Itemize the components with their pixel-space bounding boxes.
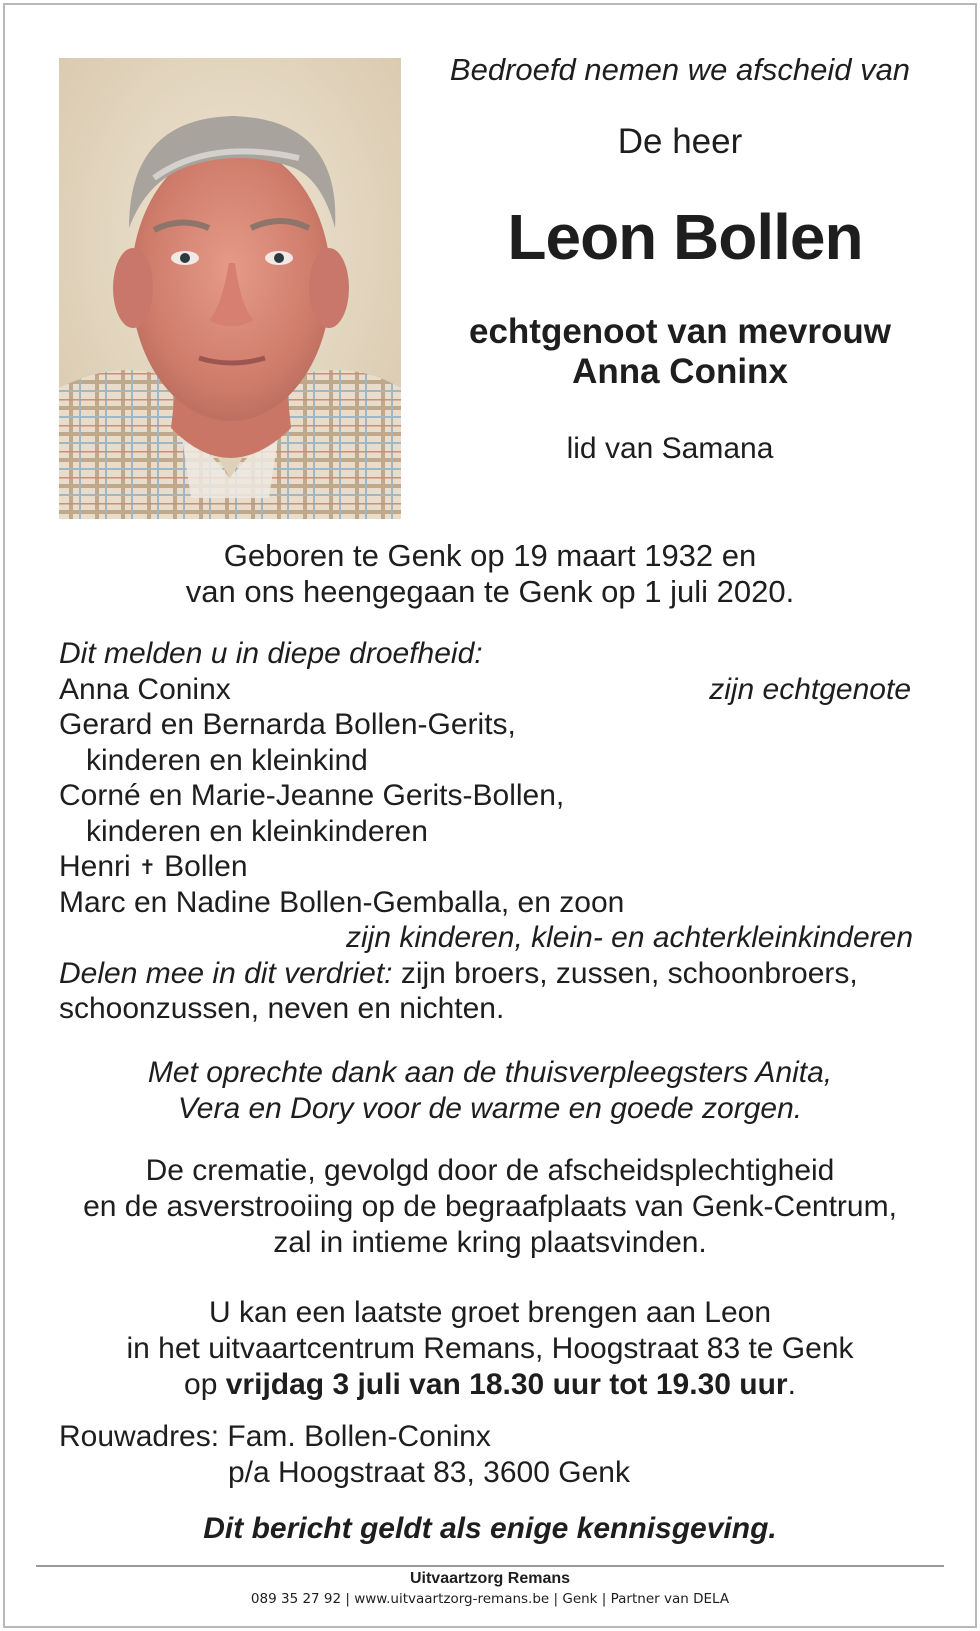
list-item — [59, 849, 929, 885]
visitation-info — [40, 1295, 940, 1403]
spouse-block — [420, 312, 940, 392]
cremation-info — [40, 1153, 940, 1261]
spouse-line-2: Anna Coninx — [572, 352, 788, 391]
footer-divider — [36, 1565, 944, 1567]
thanks-note — [40, 1055, 940, 1127]
cremation-line-3: zal in intieme kring plaatsvinden. — [273, 1226, 707, 1259]
visit-line-1: U kan een laatste groet brengen aan Leon — [208, 1296, 772, 1329]
intro-line: Bedroefd nemen we afscheid van — [449, 52, 911, 87]
mourner-name: Anna Coninx — [59, 672, 231, 706]
cremation-line-1: De crematie, gevolgd door de afscheidsplechtigheid — [145, 1154, 835, 1187]
thanks-line-1: Met oprechte dank aan de thuisverpleegsters Anita, — [147, 1056, 833, 1089]
list-item-note: kinderen en kleinkind — [86, 743, 368, 777]
deceased-name: Leon Bollen — [507, 201, 863, 273]
notice-statement: Dit bericht geldt als enige kennisgeving. — [203, 1512, 777, 1545]
mourners-intro: Dit melden u in diepe droefheid: — [59, 637, 483, 670]
membership: lid van Samana — [566, 432, 774, 465]
visit-suffix: . — [787, 1368, 796, 1401]
mourners-list — [59, 636, 929, 1027]
visit-line-3 — [40, 1367, 940, 1403]
children-relation: zijn kinderen, klein- en achterkleinkinderen — [346, 921, 913, 954]
list-item: Gerard en Bernarda Bollen-Gerits, — [59, 708, 516, 741]
footer-company: Uitvaartzorg Remans — [409, 1570, 571, 1587]
mourner-last-name: Bollen — [164, 850, 248, 883]
share-text: zijn broers, zussen, schoonbroers, — [392, 956, 858, 990]
list-item-note: kinderen en kleinkinderen — [86, 814, 428, 848]
life-dates — [40, 538, 940, 610]
mourner-first-name: Henri — [59, 850, 131, 883]
honorific: De heer — [617, 122, 743, 161]
list-item: schoonzussen, neven en nichten. — [59, 992, 505, 1025]
list-item: Marc en Nadine Bollen-Gemballa, en zoon — [59, 885, 625, 919]
list-item — [59, 672, 929, 708]
visit-time: vrijdag 3 juli van 18.30 uur tot 19.30 uur — [225, 1368, 788, 1401]
visit-line-2: in het uitvaartcentrum Remans, Hoogstraat 83 te Genk — [126, 1332, 854, 1365]
spouse-line-1: echtgenoot van mevrouw — [468, 312, 892, 351]
list-item: Corné en Marie-Jeanne Gerits-Bollen, — [59, 779, 565, 812]
cremation-line-2: en de asverstrooiing op de begraafplaats van Genk-Centrum, — [83, 1190, 897, 1223]
share-label: Delen mee in dit verdriet: — [59, 956, 393, 990]
visit-prefix: op — [184, 1368, 226, 1401]
thanks-line-2: Vera en Dory voor de warme en goede zorgen. — [177, 1092, 803, 1125]
cross-icon: ✝ — [139, 857, 156, 879]
portrait-photo — [59, 58, 401, 519]
mourning-address-line-2: p/a Hoogstraat 83, 3600 Genk — [228, 1456, 630, 1489]
mourner-relation: zijn echtgenote — [709, 672, 911, 706]
mourning-address-line-1: Rouwadres: Fam. Bollen-Coninx — [59, 1420, 491, 1453]
footer-contact: 089 35 27 92 | www.uitvaartzorg-remans.be | Genk | Partner van DELA — [250, 1591, 730, 1607]
death-line: van ons heengegaan te Genk op 1 juli 2020. — [185, 574, 795, 609]
list-item — [59, 956, 929, 992]
birth-line: Geboren te Genk op 19 maart 1932 en — [223, 538, 757, 573]
